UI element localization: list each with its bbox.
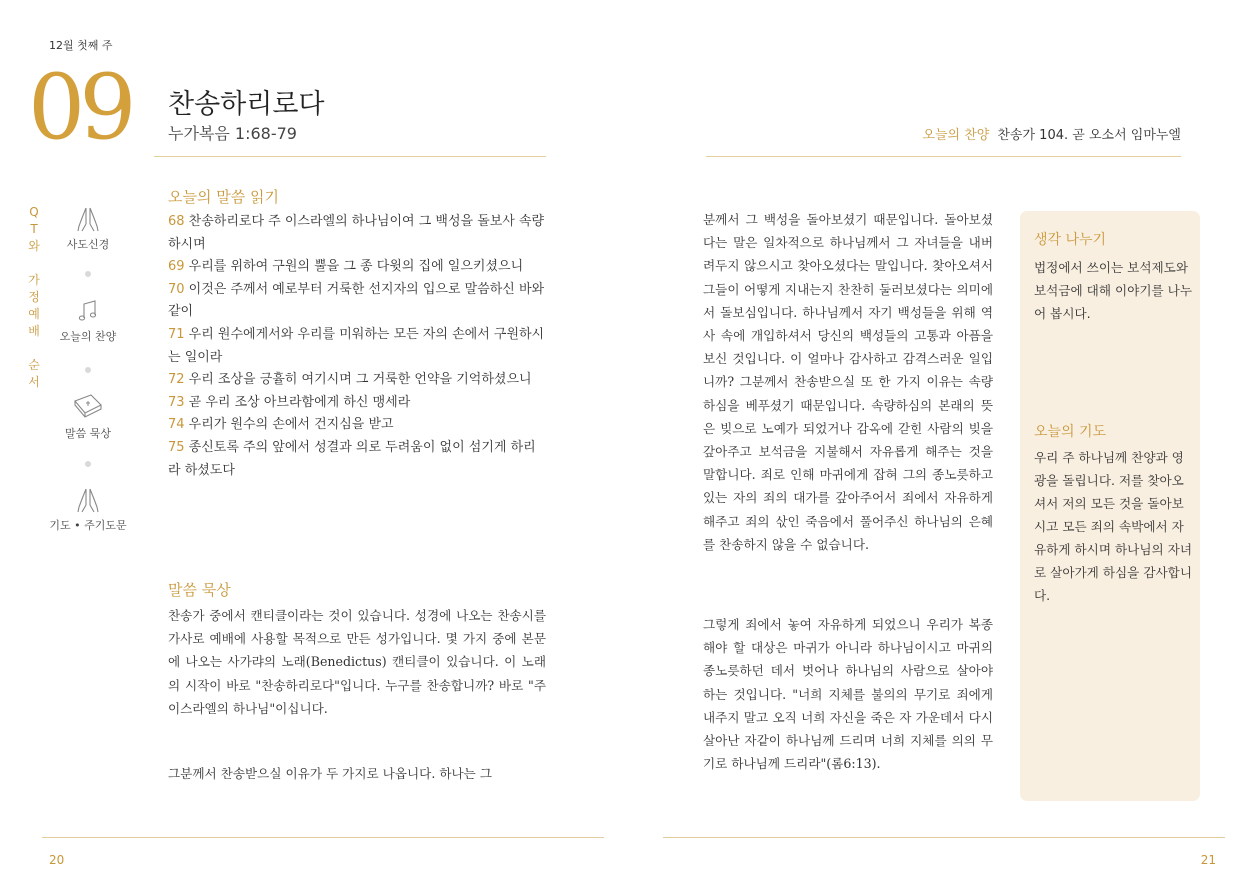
- verse: [168, 256, 548, 279]
- side-char: 예: [28, 307, 40, 321]
- verse-number: 70: [168, 281, 185, 297]
- step-label: 말씀 묵상: [64, 427, 111, 440]
- footer-divider-left: [42, 837, 604, 838]
- verse-text: 우리 조상을 긍휼히 여기시며 그 거룩한 언약을 기억하셨으니: [184, 372, 532, 388]
- meditation-paragraph-1: 찬송가 중에서 캔티클이라는 것이 있습니다. 성경에 나오는 찬송시를 가사로 예배에 사용할 목적으로 만든 성가입니다. 몇 가지 중에 본문에 나오는 사가랴의 노래(Benedictus) 캔티클이 있습니다. 이 노래의 시작이 바로 "찬송하리로다"입니다. 누구를 찬송합니까? 바로 "주 이스라엘의 하나님"이십니다.: [168, 608, 546, 716]
- meditation-heading: 말씀 묵상: [168, 581, 231, 599]
- step-hymn: [48, 296, 128, 344]
- reading-heading: 오늘의 말씀 읽기: [168, 188, 279, 206]
- hymn-label: 오늘의 찬양: [922, 128, 990, 143]
- side-char: Q: [29, 205, 39, 219]
- verse: [168, 369, 548, 392]
- verse: [168, 324, 548, 369]
- footer-divider-right: [663, 837, 1225, 838]
- praying-hands-icon: [73, 204, 103, 234]
- verse-number: 71: [168, 326, 185, 342]
- bible-icon: [71, 391, 105, 423]
- page-number-left: 20: [49, 853, 65, 867]
- step-prayer: [48, 485, 128, 533]
- verse: [168, 211, 548, 256]
- side-vertical-label: [26, 204, 42, 391]
- step-dot: [85, 367, 91, 373]
- side-char: 와: [28, 239, 40, 253]
- side-char: 정: [28, 290, 40, 304]
- verse-text: 찬송하리로다 주 이스라엘의 하나님이여 그 백성을 돌보사 속량하시며: [168, 214, 545, 252]
- verse-text: 우리 원수에게서와 우리를 미워하는 모든 자의 손에서 구원하시는 일이라: [168, 326, 545, 365]
- step-label: 사도신경: [66, 238, 110, 251]
- verse-text: 우리가 원수의 손에서 건지심을 받고: [184, 417, 394, 433]
- step-meditation: [48, 391, 128, 441]
- step-label: 오늘의 찬양: [59, 330, 117, 343]
- hymn-divider: [706, 156, 1181, 157]
- verse-text: 종신토록 주의 앞에서 성결과 의로 두려움이 없이 섬기게 하리라 하셨도다: [168, 439, 536, 478]
- step-dot: [85, 461, 91, 467]
- body-paragraph-1: 분께서 그 백성을 돌아보셨기 때문입니다. 돌아보셨다는 말은 일차적으로 하나님께서 그 자녀들을 내버려두지 않으시고 찾아오셨다는 말입니다. 찾아오셔서 그들이 어떻게 지내는지 찬찬히 둘러보셨다는 의미에서 돌보심입니다. 하나님께서 자기 백성들을 위해 역사 속에 개입하셔서 당신의 백성들의 고통과 아픔을 보신 것입니다. 이 얼마나 감사하고 감격스러운 일입니까? 그분께서 찬송받으실 또 한 가지 이유는 속량하심을 베푸셨기 때문입니다. 속량하심의 본래의 뜻은 빚으로 노예가 되었거나 감옥에 갇힌 사람의 빚을 갚아주고 보석금을 지불해서 자유롭게 해주는 것을 말합니다. 죄로 인해 마귀에게 잡혀 그의 종노릇하고 있는 자의 죄의 대가를 갚아주어서 죄에서 자유하게 해주고 죄의 삯인 죽음에서 풀어주신 하나님의 은혜를 찬송하지 않을 수 없습니다.: [703, 212, 993, 552]
- verse-text: 이것은 주께서 예로부터 거룩한 선지자의 입으로 말씀하신 바와 같이: [168, 281, 545, 320]
- verse-text: 우리를 위하여 구원의 뿔을 그 종 다윗의 집에 일으키셨으니: [184, 259, 524, 275]
- body-paragraph-2: 그렇게 죄에서 놓여 자유하게 되었으니 우리가 복종해야 할 대상은 마귀가 아니라 하나님이시고 마귀의 종노릇하던 데서 벗어나 하나님의 사람으로 살아야 하는 것입니다. "너희 지체를 불의의 무기로 죄에게 내주지 말고 오직 너희 자신을 죽은 자 가운데서 다시 살아난 자같이 하나님께 드리며 너희 지체를 의의 무기로 하나님께 드리라"(롬6:13).: [703, 617, 993, 772]
- verse-list: [168, 211, 548, 482]
- step-label: 기도 • 주기도문: [49, 519, 127, 532]
- share-text: 법정에서 쓰이는 보석제도와 보석금에 대해 이야기를 나누어 봅시다.: [1034, 260, 1192, 321]
- step-creed: [48, 204, 128, 252]
- verse: [168, 437, 548, 482]
- verse: [168, 279, 548, 324]
- verse: [168, 414, 548, 437]
- music-note-icon: [73, 296, 103, 326]
- todays-hymn: [706, 124, 1181, 143]
- week-label: 12월 첫째 주: [49, 39, 113, 52]
- step-dot: [85, 271, 91, 277]
- verse-number: 68: [168, 214, 185, 229]
- page-number-right: 21: [1200, 853, 1216, 867]
- side-char: 서: [28, 375, 40, 389]
- meditation-paragraph-2: 그분께서 찬송받으실 이유가 두 가지로 나옵니다. 하나는 그: [168, 766, 492, 781]
- scripture-reference: 누가복음 1:68-79: [168, 124, 297, 143]
- side-char-gap: [26, 340, 42, 357]
- prayer-text: 우리 주 하나님께 찬양과 영광을 돌립니다. 저를 찾아오셔서 저의 모든 것을 돌아보시고 모든 죄의 속박에서 자유하게 하시며 하나님의 자녀로 살아가게 하심을 감사합니다.: [1034, 450, 1192, 603]
- verse-number: 69: [168, 259, 185, 275]
- side-char-gap: [26, 255, 42, 272]
- verse-text: 곧 우리 조상 아브라함에게 하신 맹세라: [184, 394, 411, 410]
- verse: [168, 392, 548, 415]
- prayer-heading: 오늘의 기도: [1034, 424, 1107, 440]
- day-number: 09: [28, 55, 131, 160]
- verse-number: 75: [168, 439, 185, 455]
- verse-number: 74: [168, 417, 185, 433]
- page-title: 찬송하리로다: [168, 89, 325, 120]
- side-char: T: [30, 222, 38, 236]
- title-divider: [154, 156, 546, 157]
- share-heading: 생각 나누기: [1034, 232, 1107, 248]
- side-char: 가: [28, 273, 40, 287]
- praying-hands-icon: [73, 485, 103, 515]
- side-char: 배: [28, 324, 40, 338]
- side-char: 순: [28, 358, 40, 372]
- verse-number: 72: [168, 372, 185, 388]
- verse-number: 73: [168, 394, 185, 410]
- hymn-title: 찬송가 104. 곧 오소서 임마누엘: [997, 128, 1181, 143]
